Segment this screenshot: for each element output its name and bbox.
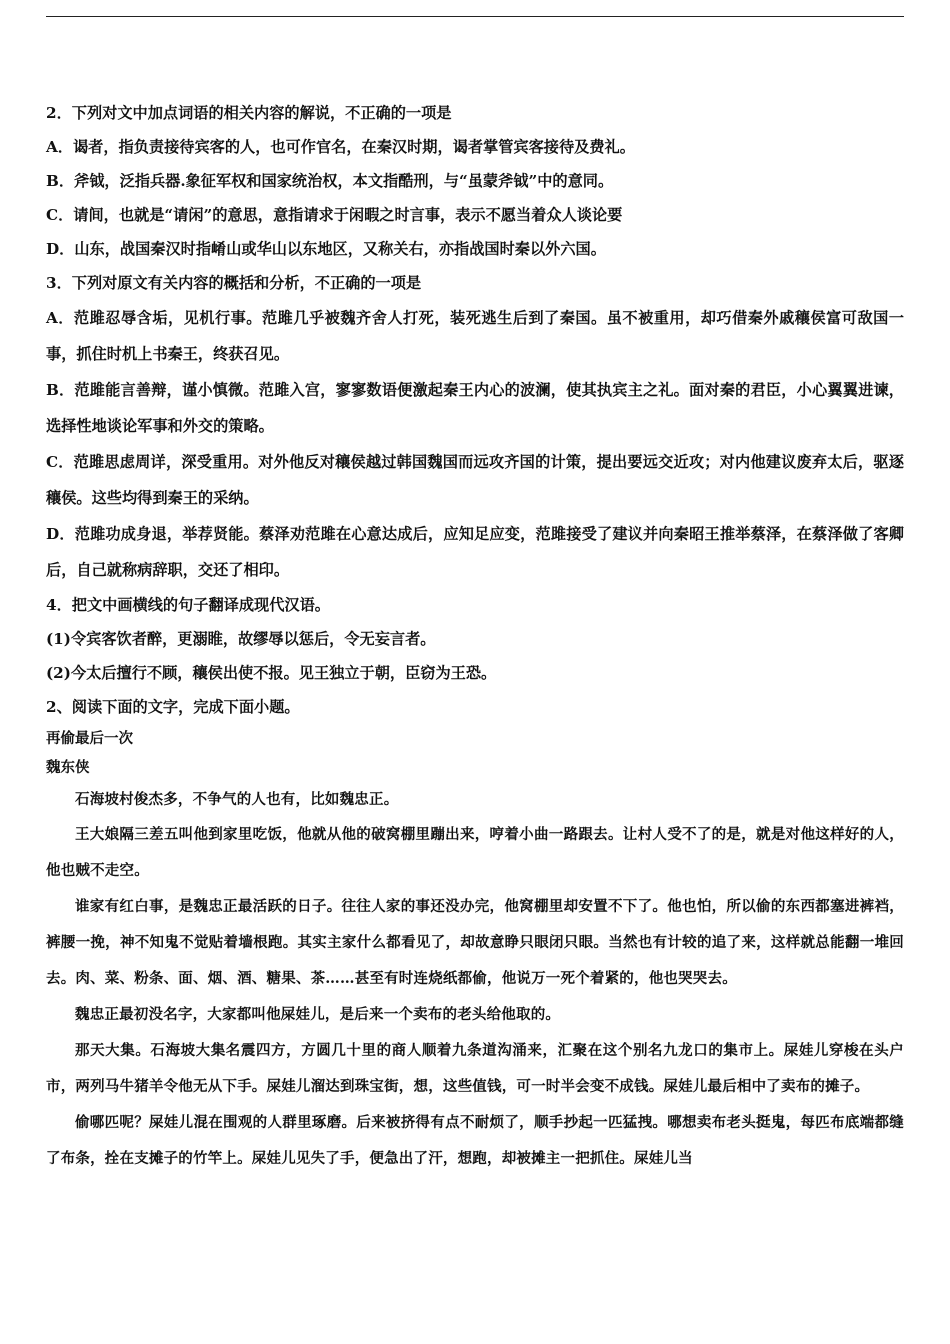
question-4-sentence-1: (1)令宾客饮者醉，更溺睢，故缪辱以惩后，令无妄言者。 — [46, 630, 436, 648]
story-author: 魏东侠 — [46, 759, 90, 776]
story-paragraph: 谁家有红白事，是魏忠正最活跃的日子。往往人家的事还没办完，他窝棚里却安置不下了。他也怕，所以偷的东西都塞进裤裆，裤腰一挽，神不知鬼不觉贴着墙根跑。其实主家什么都看见了，却故意睁只眼闭只眼。当然也有计较的追了来，这样就总能翻一堆回去。肉、菜、粉条、面、烟、酒、糖果、茶……甚至有时连烧纸都偷，他说万一死个着紧的，他也哭哭去。 — [46, 898, 904, 987]
section-2-heading: 2、阅读下面的文字，完成下面小题。 — [46, 698, 300, 716]
story-paragraph: 那天大集。石海坡大集名震四方，方圆几十里的商人顺着九条道沟涌来，汇聚在这个别名九龙口的集市上。屎娃儿穿梭在头户市，两列马牛猪羊令他无从下手。屎娃儿溜达到珠宝街，想，这些值钱，可一时半会变不成钱。屎娃儿最后相中了卖布的摊子。 — [46, 1042, 904, 1095]
page-content — [46, 96, 904, 1177]
question-2-option-a: A．谒者，指负责接待宾客的人，也可作官名，在秦汉时期，谒者掌管宾客接待及费礼。 — [46, 138, 635, 156]
question-3-stem: 3．下列对原文有关内容的概括和分析，不正确的一项是 — [46, 274, 422, 292]
question-3-option-a: A．范雎忍辱含垢，见机行事。范雎几乎被魏齐舍人打死，装死逃生后到了秦国。虽不被重用，却巧借秦外戚穰侯富可敌国一事，抓住时机上书秦王，终获召见。 — [46, 309, 904, 363]
question-2-option-d: D．山东，战国秦汉时指崤山或华山以东地区，又称关右，亦指战国时秦以外六国。 — [46, 240, 606, 258]
story-paragraph: 王大娘隔三差五叫他到家里吃饭，他就从他的破窝棚里蹦出来，哼着小曲一路跟去。让村人受不了的是，就是对他这样好的人，他也贼不走空。 — [46, 826, 904, 879]
question-3-option-b: B．范雎能言善辩，谨小慎微。范雎入宫，寥寥数语便激起秦王内心的波澜，使其执宾主之礼。面对秦的君臣，小心翼翼进谏，选择性地谈论军事和外交的策略。 — [46, 381, 904, 435]
story-paragraph: 魏忠正最初没名字，大家都叫他屎娃儿，是后来一个卖布的老头给他取的。 — [75, 1006, 561, 1023]
story-paragraph: 偷哪匹呢？屎娃儿混在围观的人群里琢磨。后来被挤得有点不耐烦了，顺手抄起一匹猛拽。哪想卖布老头挺鬼，每匹布底端都缝了布条，拴在支摊子的竹竿上。屎娃儿见失了手，便急出了汗，想跑，却被摊主一把抓住。屎娃儿当 — [46, 1114, 904, 1167]
question-2-option-b: B．斧钺，泛指兵器.象征军权和国家统治权，本文指酷刑，与“虽蒙斧钺”中的意同。 — [46, 172, 614, 190]
question-4-sentence-2: (2)今太后擅行不顾，穰侯出使不报。见王独立于朝，臣窃为王恐。 — [46, 664, 497, 682]
story-title: 再偷最后一次 — [46, 730, 133, 747]
story-paragraph: 石海坡村俊杰多，不争气的人也有，比如魏忠正。 — [75, 791, 399, 808]
header-rule — [46, 16, 904, 17]
question-4-stem: 4．把文中画横线的句子翻译成现代汉语。 — [46, 596, 330, 614]
question-3-option-c: C．范雎思虑周详，深受重用。对外他反对穰侯越过韩国魏国而远攻齐国的计策，提出要远交近攻；对内他建议废弃太后，驱逐穰侯。这些均得到秦王的采纳。 — [46, 453, 904, 507]
question-2-stem: 2．下列对文中加点词语的相关内容的解说，不正确的一项是 — [46, 104, 452, 122]
question-2-option-c: C．请间，也就是“请闲”的意思，意指请求于闲暇之时言事，表示不愿当着众人谈论要 — [46, 206, 623, 224]
question-3-option-d: D．范雎功成身退，举荐贤能。蔡泽劝范雎在心意达成后，应知足应变，范雎接受了建议并向秦昭王推举蔡泽，在蔡泽做了客卿后，自己就称病辞职，交还了相印。 — [46, 525, 904, 579]
